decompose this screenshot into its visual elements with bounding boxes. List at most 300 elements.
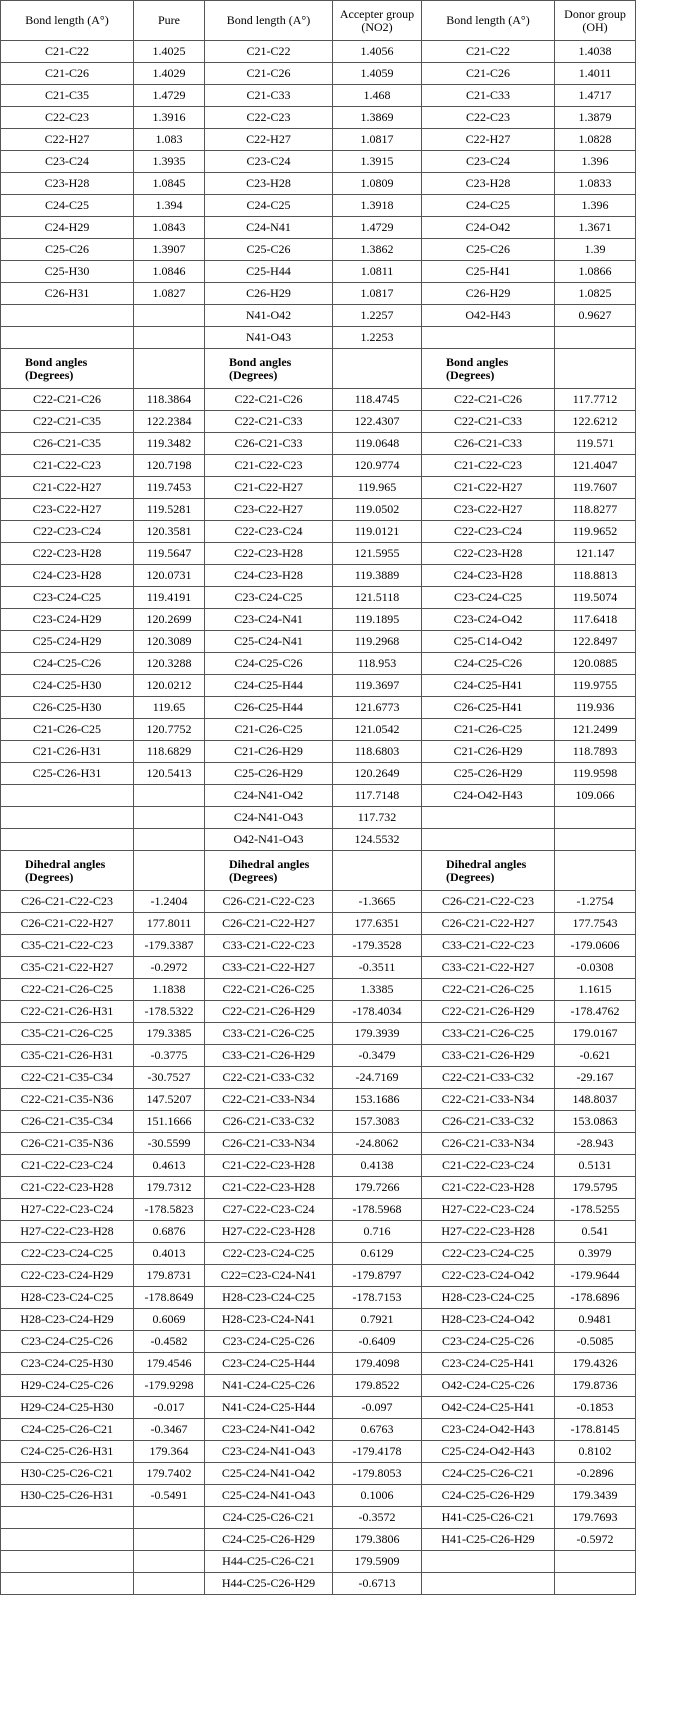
- cell-donor-value: 0.9627: [555, 305, 636, 327]
- table-row: [1, 477, 636, 499]
- cell-accepter-label: H28-C23-C24-C25: [205, 1287, 333, 1309]
- cell-accepter-label: O42-N41-O43: [205, 829, 333, 851]
- cell-accepter-label: C21-C22-H27: [205, 477, 333, 499]
- table-row: [1, 1463, 636, 1485]
- cell-donor-value: -178.6896: [555, 1287, 636, 1309]
- cell-accepter-label: C22-C21-C26-H29: [205, 1001, 333, 1023]
- cell-pure-value: -1.2404: [134, 891, 205, 913]
- cell-pure-label: C22-C21-C35-N36: [1, 1089, 134, 1111]
- cell-accepter-label: C22=C23-C24-N41: [205, 1265, 333, 1287]
- cell-pure-value: 1.0843: [134, 217, 205, 239]
- table-row: [1, 631, 636, 653]
- cell-donor-label: [422, 829, 555, 851]
- cell-accepter-label: C24-C25-C26-C21: [205, 1507, 333, 1529]
- cell-donor-value: 118.8813: [555, 565, 636, 587]
- cell-pure-value: 119.3482: [134, 433, 205, 455]
- cell-pure-label: C24-C25-H30: [1, 675, 134, 697]
- table-row: [1, 697, 636, 719]
- cell-donor-value: 119.936: [555, 697, 636, 719]
- cell-accepter-label: C23-H28: [205, 173, 333, 195]
- cell-accepter-label: C23-C24-N41-O43: [205, 1441, 333, 1463]
- cell-pure-value: -179.3387: [134, 935, 205, 957]
- table-row: [1, 1111, 636, 1133]
- cell-accepter-label: C26-C21-C33-N34: [205, 1133, 333, 1155]
- cell-donor-value: 119.7607: [555, 477, 636, 499]
- cell-donor-value: 1.0828: [555, 129, 636, 151]
- table-row: [1, 1045, 636, 1067]
- cell-accepter-value: 122.4307: [333, 411, 422, 433]
- cell-donor-label: C21-C26-H29: [422, 741, 555, 763]
- cell-donor-value: -1.2754: [555, 891, 636, 913]
- table-row: [1, 411, 636, 433]
- cell-pure-label: H30-C25-C26-C21: [1, 1463, 134, 1485]
- cell-pure-value: -0.5491: [134, 1485, 205, 1507]
- cell-donor-label: C22-C21-C26-H29: [422, 1001, 555, 1023]
- cell-pure-value: 1.4029: [134, 63, 205, 85]
- cell-accepter-label: C25-H44: [205, 261, 333, 283]
- cell-pure-label: H28-C23-C24-H29: [1, 1309, 134, 1331]
- table-row: [1, 935, 636, 957]
- table-row: [1, 719, 636, 741]
- cell-accepter-value: 1.3869: [333, 107, 422, 129]
- cell-pure-value: [134, 1529, 205, 1551]
- cell-accepter-value: 119.0502: [333, 499, 422, 521]
- cell-pure-label: C23-C24-H29: [1, 609, 134, 631]
- table-row: [1, 305, 636, 327]
- cell-donor-value: 179.5795: [555, 1177, 636, 1199]
- table-body: [1, 41, 636, 1595]
- cell-accepter-label: C22-H27: [205, 129, 333, 151]
- cell-pure-value: 1.0846: [134, 261, 205, 283]
- cell-donor-value: -0.5085: [555, 1331, 636, 1353]
- cell-pure-value: 0.6876: [134, 1221, 205, 1243]
- cell-accepter-value: 120.9774: [333, 455, 422, 477]
- cell-donor-label: C24-C25-H41: [422, 675, 555, 697]
- cell-accepter-value: 0.716: [333, 1221, 422, 1243]
- table-row: [1, 1573, 636, 1595]
- table-cell: [333, 349, 422, 389]
- cell-accepter-value: 119.0121: [333, 521, 422, 543]
- cell-donor-value: 119.9755: [555, 675, 636, 697]
- cell-pure-value: 119.5281: [134, 499, 205, 521]
- table-row: [1, 609, 636, 631]
- table-row: [1, 327, 636, 349]
- cell-pure-label: C21-C22: [1, 41, 134, 63]
- cell-pure-label: C25-H30: [1, 261, 134, 283]
- cell-donor-value: 179.7693: [555, 1507, 636, 1529]
- cell-donor-value: -29.167: [555, 1067, 636, 1089]
- cell-pure-value: 120.2699: [134, 609, 205, 631]
- cell-donor-value: 148.8037: [555, 1089, 636, 1111]
- cell-donor-value: 119.5074: [555, 587, 636, 609]
- section-title: Dihedral angles (Degrees): [205, 851, 333, 891]
- cell-donor-label: C21-C22-C23-C24: [422, 1155, 555, 1177]
- cell-donor-value: 1.0866: [555, 261, 636, 283]
- cell-accepter-value: 118.4745: [333, 389, 422, 411]
- header-row: [1, 1, 636, 41]
- cell-pure-value: 1.4025: [134, 41, 205, 63]
- cell-donor-value: 1.3879: [555, 107, 636, 129]
- table-row: [1, 913, 636, 935]
- table-row: [1, 1023, 636, 1045]
- cell-donor-value: 1.3671: [555, 217, 636, 239]
- header-bond-length-pure: Bond length (A°): [1, 1, 134, 41]
- cell-pure-label: C23-C22-H27: [1, 499, 134, 521]
- cell-pure-label: C21-C22-C23: [1, 455, 134, 477]
- cell-pure-value: 0.4613: [134, 1155, 205, 1177]
- cell-pure-label: C21-C26-C25: [1, 719, 134, 741]
- cell-pure-label: C21-C35: [1, 85, 134, 107]
- table-cell: [333, 851, 422, 891]
- cell-pure-label: C35-C21-C26-C25: [1, 1023, 134, 1045]
- cell-donor-label: C21-C22-C23: [422, 455, 555, 477]
- section-title: Dihedral angles (Degrees): [1, 851, 134, 891]
- cell-donor-label: C23-C24: [422, 151, 555, 173]
- cell-pure-value: 1.4729: [134, 85, 205, 107]
- cell-accepter-value: 119.965: [333, 477, 422, 499]
- cell-accepter-label: C22-C21-C33-C32: [205, 1067, 333, 1089]
- cell-donor-value: [555, 829, 636, 851]
- cell-pure-value: 1.083: [134, 129, 205, 151]
- header-pure: Pure: [134, 1, 205, 41]
- cell-donor-value: 121.2499: [555, 719, 636, 741]
- table-row: [1, 1353, 636, 1375]
- table-row: [1, 1001, 636, 1023]
- cell-pure-label: H27-C22-C23-C24: [1, 1199, 134, 1221]
- cell-donor-value: -0.0308: [555, 957, 636, 979]
- cell-accepter-label: C26-H29: [205, 283, 333, 305]
- cell-pure-value: -0.017: [134, 1397, 205, 1419]
- cell-pure-value: 122.2384: [134, 411, 205, 433]
- cell-pure-value: [134, 829, 205, 851]
- table-row: [1, 151, 636, 173]
- cell-pure-value: 179.364: [134, 1441, 205, 1463]
- cell-accepter-label: C22-C23-C24-C25: [205, 1243, 333, 1265]
- cell-pure-value: 1.394: [134, 195, 205, 217]
- cell-donor-value: 1.396: [555, 195, 636, 217]
- cell-pure-value: 119.5647: [134, 543, 205, 565]
- cell-pure-label: H30-C25-C26-H31: [1, 1485, 134, 1507]
- cell-accepter-value: 0.4138: [333, 1155, 422, 1177]
- cell-accepter-label: C23-C24-N41-O42: [205, 1419, 333, 1441]
- cell-pure-label: C22-C23-C24-H29: [1, 1265, 134, 1287]
- cell-donor-value: -0.621: [555, 1045, 636, 1067]
- cell-pure-label: C26-C21-C35-N36: [1, 1133, 134, 1155]
- cell-accepter-label: C24-C25-C26: [205, 653, 333, 675]
- table-row: [1, 455, 636, 477]
- cell-pure-label: C22-C23-C24-C25: [1, 1243, 134, 1265]
- cell-accepter-value: -179.8053: [333, 1463, 422, 1485]
- cell-donor-label: [422, 327, 555, 349]
- cell-accepter-value: -0.3572: [333, 1507, 422, 1529]
- cell-donor-label: C33-C21-C26-H29: [422, 1045, 555, 1067]
- cell-donor-value: [555, 807, 636, 829]
- cell-pure-value: 179.4546: [134, 1353, 205, 1375]
- table-row: [1, 239, 636, 261]
- cell-accepter-value: -179.8797: [333, 1265, 422, 1287]
- table-row: [1, 173, 636, 195]
- cell-donor-value: 179.4326: [555, 1353, 636, 1375]
- cell-accepter-label: C22-C23-H28: [205, 543, 333, 565]
- cell-donor-label: [422, 807, 555, 829]
- table-row: [1, 1309, 636, 1331]
- cell-pure-value: -178.5322: [134, 1001, 205, 1023]
- cell-donor-value: 121.147: [555, 543, 636, 565]
- cell-pure-value: -178.8649: [134, 1287, 205, 1309]
- cell-donor-value: 109.066: [555, 785, 636, 807]
- cell-accepter-label: C26-C25-H44: [205, 697, 333, 719]
- cell-donor-label: C24-C23-H28: [422, 565, 555, 587]
- cell-donor-label: C33-C21-C22-C23: [422, 935, 555, 957]
- table-row: [1, 543, 636, 565]
- cell-pure-label: C35-C21-C22-H27: [1, 957, 134, 979]
- cell-donor-label: C22-C21-C26: [422, 389, 555, 411]
- cell-donor-value: [555, 1573, 636, 1595]
- cell-donor-label: C23-C24-O42: [422, 609, 555, 631]
- cell-accepter-value: -179.4178: [333, 1441, 422, 1463]
- table-cell: [555, 851, 636, 891]
- cell-pure-label: C24-C25-C26: [1, 653, 134, 675]
- cell-donor-value: 118.8277: [555, 499, 636, 521]
- cell-pure-label: [1, 785, 134, 807]
- table-cell: [555, 349, 636, 389]
- cell-donor-value: 153.0863: [555, 1111, 636, 1133]
- table-row: [1, 499, 636, 521]
- cell-donor-value: 122.8497: [555, 631, 636, 653]
- cell-accepter-value: 121.0542: [333, 719, 422, 741]
- cell-accepter-label: C23-C24-C25-C26: [205, 1331, 333, 1353]
- table-row: [1, 763, 636, 785]
- cell-accepter-label: C25-C24-N41: [205, 631, 333, 653]
- cell-donor-value: 117.7712: [555, 389, 636, 411]
- cell-donor-label: C33-C21-C26-C25: [422, 1023, 555, 1045]
- cell-pure-label: [1, 1529, 134, 1551]
- cell-donor-value: -28.943: [555, 1133, 636, 1155]
- cell-pure-value: -178.5823: [134, 1199, 205, 1221]
- cell-donor-value: -179.9644: [555, 1265, 636, 1287]
- cell-pure-label: C22-C21-C35: [1, 411, 134, 433]
- table-row: [1, 261, 636, 283]
- section-header-row: [1, 349, 636, 389]
- cell-accepter-value: -178.7153: [333, 1287, 422, 1309]
- cell-donor-label: O42-H43: [422, 305, 555, 327]
- section-title: Bond angles (Degrees): [205, 349, 333, 389]
- cell-accepter-label: C22-C21-C33-N34: [205, 1089, 333, 1111]
- cell-donor-label: C24-O42: [422, 217, 555, 239]
- table-row: [1, 1221, 636, 1243]
- cell-donor-label: C25-C24-O42-H43: [422, 1441, 555, 1463]
- cell-accepter-value: -0.6409: [333, 1331, 422, 1353]
- cell-pure-value: 179.7312: [134, 1177, 205, 1199]
- cell-pure-label: C22-C21-C26: [1, 389, 134, 411]
- cell-accepter-label: C23-C24-C25: [205, 587, 333, 609]
- cell-pure-label: C21-C26: [1, 63, 134, 85]
- cell-donor-value: -178.5255: [555, 1199, 636, 1221]
- cell-donor-value: 177.7543: [555, 913, 636, 935]
- table-row: [1, 891, 636, 913]
- cell-donor-label: C24-C25-C26-H29: [422, 1485, 555, 1507]
- cell-accepter-value: 1.0809: [333, 173, 422, 195]
- cell-accepter-label: C21-C22-C23-H28: [205, 1155, 333, 1177]
- cell-donor-label: C21-C33: [422, 85, 555, 107]
- cell-pure-value: 119.65: [134, 697, 205, 719]
- cell-accepter-value: 1.2253: [333, 327, 422, 349]
- cell-pure-value: 119.7453: [134, 477, 205, 499]
- cell-accepter-label: H44-C25-C26-H29: [205, 1573, 333, 1595]
- cell-donor-label: C23-C24-O42-H43: [422, 1419, 555, 1441]
- table-row: [1, 1485, 636, 1507]
- cell-accepter-value: 1.3915: [333, 151, 422, 173]
- table-row: [1, 587, 636, 609]
- cell-accepter-label: C24-N41-O42: [205, 785, 333, 807]
- cell-pure-label: C26-C21-C22-C23: [1, 891, 134, 913]
- cell-donor-label: O42-C24-C25-H41: [422, 1397, 555, 1419]
- cell-donor-value: 0.8102: [555, 1441, 636, 1463]
- cell-pure-label: C23-C24-C25-H30: [1, 1353, 134, 1375]
- cell-accepter-label: C24-C23-H28: [205, 565, 333, 587]
- cell-accepter-label: C23-C24-N41: [205, 609, 333, 631]
- table-row: [1, 741, 636, 763]
- cell-accepter-value: -178.4034: [333, 1001, 422, 1023]
- cell-donor-value: 179.0167: [555, 1023, 636, 1045]
- cell-accepter-value: 119.3697: [333, 675, 422, 697]
- cell-donor-label: C22-C23-H28: [422, 543, 555, 565]
- cell-donor-label: C24-C25-C26: [422, 653, 555, 675]
- cell-pure-value: -179.9298: [134, 1375, 205, 1397]
- header-bond-length-accepter: Bond length (A°): [205, 1, 333, 41]
- cell-accepter-label: H28-C23-C24-N41: [205, 1309, 333, 1331]
- cell-pure-label: C21-C26-H31: [1, 741, 134, 763]
- cell-donor-label: C26-C25-H41: [422, 697, 555, 719]
- cell-donor-label: C24-C25: [422, 195, 555, 217]
- cell-donor-value: [555, 1551, 636, 1573]
- cell-pure-label: C21-C22-H27: [1, 477, 134, 499]
- cell-accepter-value: 1.3385: [333, 979, 422, 1001]
- cell-pure-value: 1.0827: [134, 283, 205, 305]
- cell-pure-label: C25-C26: [1, 239, 134, 261]
- cell-pure-label: H28-C23-C24-C25: [1, 1287, 134, 1309]
- cell-donor-label: C22-C21-C33: [422, 411, 555, 433]
- cell-accepter-value: 179.4098: [333, 1353, 422, 1375]
- cell-pure-value: [134, 1573, 205, 1595]
- cell-accepter-value: 179.5909: [333, 1551, 422, 1573]
- cell-accepter-label: N41-C24-C25-C26: [205, 1375, 333, 1397]
- table-row: [1, 807, 636, 829]
- cell-donor-value: 1.4717: [555, 85, 636, 107]
- table-row: [1, 1397, 636, 1419]
- cell-pure-label: C22-C23-H28: [1, 543, 134, 565]
- table-row: [1, 1331, 636, 1353]
- cell-accepter-value: 1.0817: [333, 283, 422, 305]
- table-row: [1, 1177, 636, 1199]
- table-row: [1, 1287, 636, 1309]
- cell-pure-label: C23-H28: [1, 173, 134, 195]
- cell-accepter-label: C22-C23: [205, 107, 333, 129]
- cell-pure-label: H29-C24-C25-H30: [1, 1397, 134, 1419]
- cell-donor-label: C26-C21-C22-C23: [422, 891, 555, 913]
- cell-donor-label: C26-C21-C22-H27: [422, 913, 555, 935]
- cell-pure-label: C24-C25: [1, 195, 134, 217]
- cell-donor-label: C24-C25-C26-C21: [422, 1463, 555, 1485]
- cell-donor-label: C33-C21-C22-H27: [422, 957, 555, 979]
- table-row: [1, 1441, 636, 1463]
- cell-pure-label: C21-C22-C23-C24: [1, 1155, 134, 1177]
- cell-donor-value: -178.8145: [555, 1419, 636, 1441]
- cell-donor-value: -179.0606: [555, 935, 636, 957]
- cell-donor-label: C26-H29: [422, 283, 555, 305]
- cell-accepter-label: C22-C21-C26: [205, 389, 333, 411]
- cell-accepter-value: 117.732: [333, 807, 422, 829]
- table-row: [1, 433, 636, 455]
- cell-donor-label: C26-C21-C33-C32: [422, 1111, 555, 1133]
- cell-pure-label: [1, 1551, 134, 1573]
- cell-accepter-label: C21-C22-C23: [205, 455, 333, 477]
- cell-pure-label: C23-C24-C25: [1, 587, 134, 609]
- cell-accepter-value: 157.3083: [333, 1111, 422, 1133]
- cell-pure-value: 0.4013: [134, 1243, 205, 1265]
- cell-donor-label: C23-C24-C25: [422, 587, 555, 609]
- cell-donor-label: C21-C26-C25: [422, 719, 555, 741]
- cell-accepter-value: 1.4056: [333, 41, 422, 63]
- cell-accepter-value: 121.5118: [333, 587, 422, 609]
- cell-accepter-value: -0.3511: [333, 957, 422, 979]
- section-title: Bond angles (Degrees): [422, 349, 555, 389]
- header-donor-group: Donor group (OH): [555, 1, 636, 41]
- cell-pure-label: [1, 829, 134, 851]
- cell-donor-value: 0.9481: [555, 1309, 636, 1331]
- cell-pure-value: 0.6069: [134, 1309, 205, 1331]
- cell-pure-value: [134, 1551, 205, 1573]
- cell-accepter-value: 1.0817: [333, 129, 422, 151]
- cell-pure-value: 179.8731: [134, 1265, 205, 1287]
- cell-accepter-label: C23-C24: [205, 151, 333, 173]
- cell-pure-label: [1, 327, 134, 349]
- cell-pure-value: 1.3916: [134, 107, 205, 129]
- cell-donor-label: C23-H28: [422, 173, 555, 195]
- table-row: [1, 195, 636, 217]
- cell-pure-value: 119.4191: [134, 587, 205, 609]
- cell-accepter-value: 124.5532: [333, 829, 422, 851]
- cell-pure-value: 120.7198: [134, 455, 205, 477]
- cell-donor-label: C22-C21-C33-C32: [422, 1067, 555, 1089]
- cell-pure-label: C26-C25-H30: [1, 697, 134, 719]
- cell-pure-label: C24-C25-C26-H31: [1, 1441, 134, 1463]
- cell-donor-label: C24-O42-H43: [422, 785, 555, 807]
- cell-donor-value: 0.541: [555, 1221, 636, 1243]
- cell-donor-label: C22-C23-C24-C25: [422, 1243, 555, 1265]
- cell-donor-label: C23-C22-H27: [422, 499, 555, 521]
- cell-donor-label: [422, 1573, 555, 1595]
- cell-pure-label: H29-C24-C25-C26: [1, 1375, 134, 1397]
- cell-pure-label: C22-C21-C26-H31: [1, 1001, 134, 1023]
- cell-donor-value: 1.0833: [555, 173, 636, 195]
- table-row: [1, 129, 636, 151]
- cell-accepter-label: C22-C23-C24: [205, 521, 333, 543]
- cell-pure-label: C24-C23-H28: [1, 565, 134, 587]
- cell-pure-label: C25-C24-H29: [1, 631, 134, 653]
- table-row: [1, 1551, 636, 1573]
- cell-accepter-label: C33-C21-C26-C25: [205, 1023, 333, 1045]
- cell-pure-label: C22-C21-C26-C25: [1, 979, 134, 1001]
- cell-pure-value: 1.3935: [134, 151, 205, 173]
- cell-accepter-label: C24-C25: [205, 195, 333, 217]
- cell-accepter-label: C33-C21-C26-H29: [205, 1045, 333, 1067]
- cell-accepter-value: 1.468: [333, 85, 422, 107]
- cell-pure-label: C26-H31: [1, 283, 134, 305]
- table-row: [1, 521, 636, 543]
- cell-donor-value: -0.5972: [555, 1529, 636, 1551]
- cell-donor-value: 179.8736: [555, 1375, 636, 1397]
